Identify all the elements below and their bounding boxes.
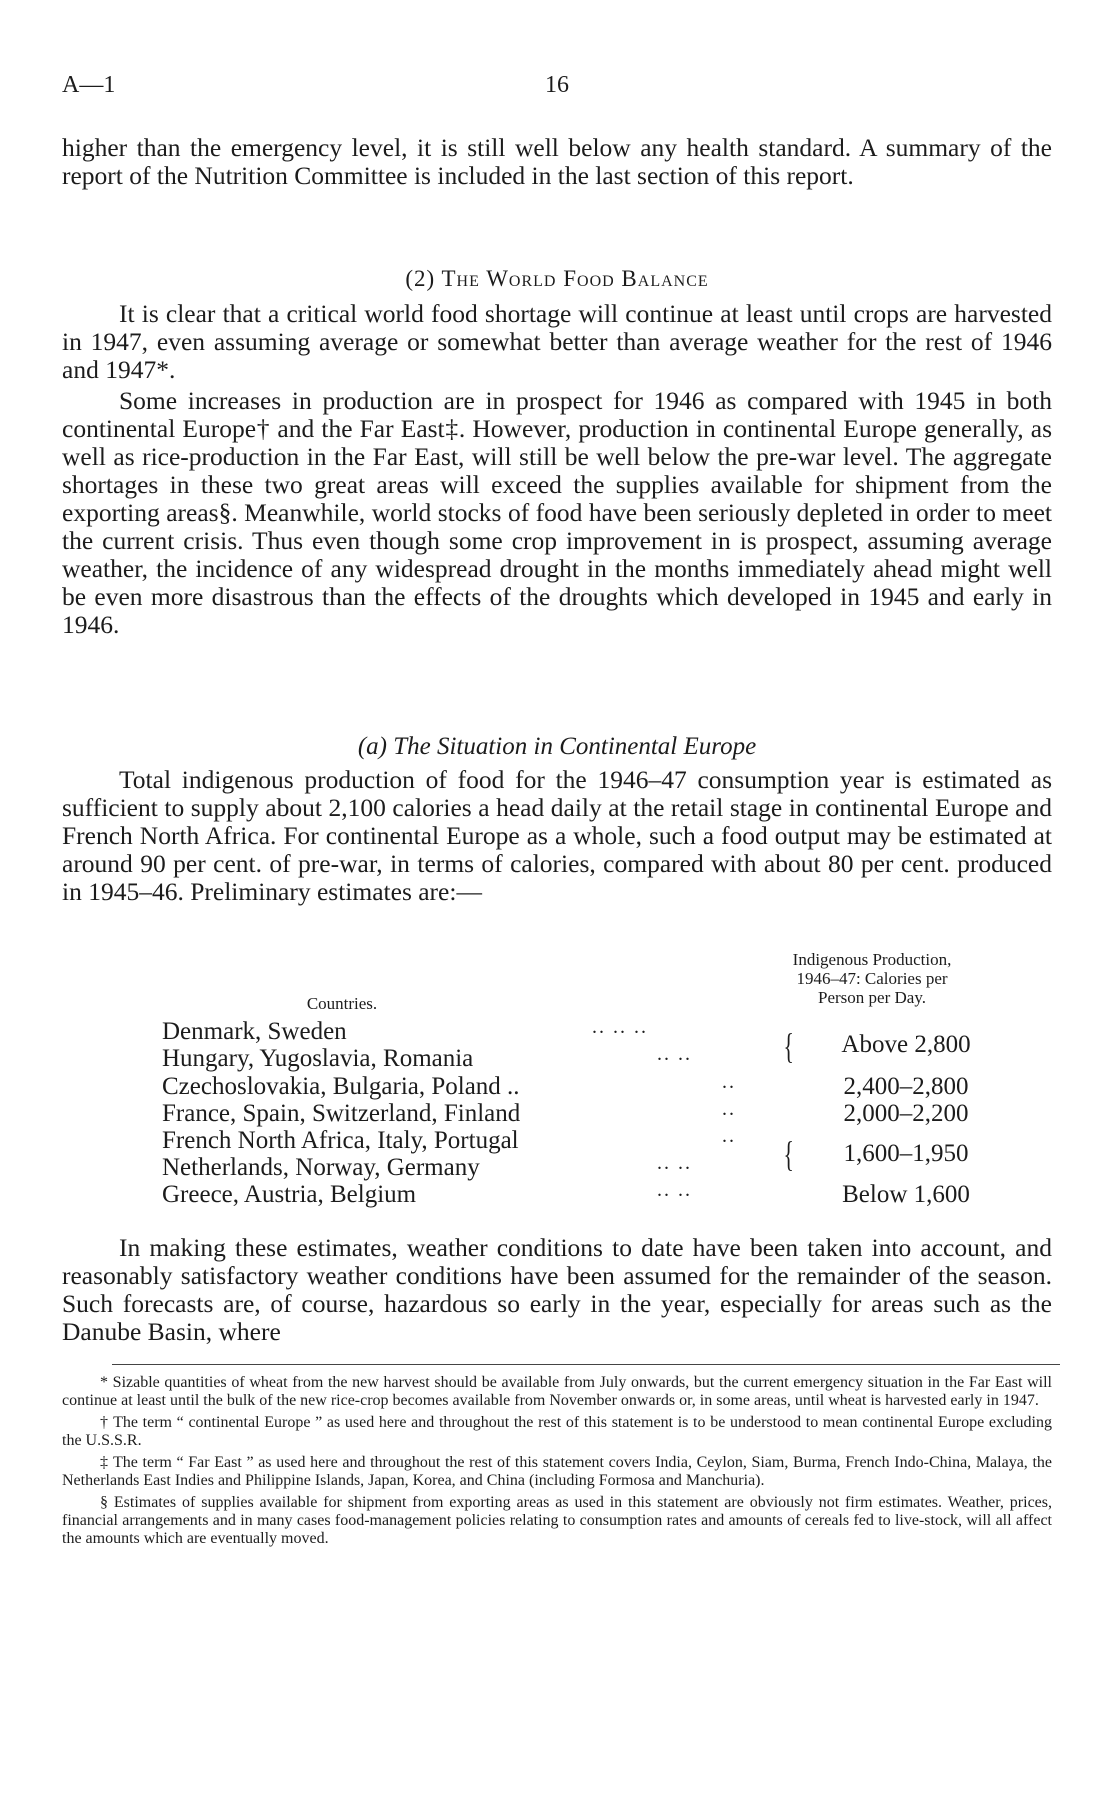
production-value: 2,000–2,200 <box>843 1100 969 1127</box>
page-number: 16 <box>545 72 569 98</box>
country-name: Netherlands, Norway, Germany <box>162 1154 480 1181</box>
column-header-production <box>712 950 1032 1007</box>
leader-dots: .. .. <box>657 1179 692 1201</box>
country-name: French North Africa, Italy, Portugal <box>162 1127 519 1154</box>
column-header-line-1: Indigenous Production, <box>792 950 952 969</box>
value-row <box>162 1073 1022 1100</box>
paragraph-text: higher than the emergency level, it is still well below any health standard. A summary of the report of the Nutrition Committee is included in the last section of this report. <box>62 133 1052 190</box>
production-table <box>62 950 1052 1220</box>
footnote-divider <box>112 1364 1060 1365</box>
section-body <box>62 300 1052 639</box>
value-row <box>162 1100 1022 1127</box>
paragraph-1: It is clear that a critical world food shortage will continue at least until crops are harvested in 1947, even assuming average or somewhat better than average weather for the rest of 1946 and 1947*. <box>62 299 1052 384</box>
footnote-2: † The term “ continental Europe ” as used here and throughout the rest of this statement is to be understood to mean continental Europe excluding the U.S.S.R. <box>62 1414 1052 1449</box>
production-value: 1,600–1,950 <box>843 1140 969 1167</box>
leader-dots: .. <box>722 1098 736 1120</box>
value-row <box>162 1140 1022 1167</box>
production-value: Below 1,600 <box>842 1181 970 1208</box>
footnote-1: * Sizable quantities of wheat from the new harvest should be available from July onwards, but the current emergency situation in the Far East will continue at least until the bulk of the new rice-crop becomes available from November onwards or, in some areas, until wheat is harvested early in 1947. <box>62 1374 1052 1409</box>
column-header-line-3: Person per Day. <box>818 988 926 1007</box>
document-reference: A—1 <box>62 72 116 98</box>
footnote-4: § Estimates of supplies available for shipment from exporting areas as used in this statement are obviously not firm estimates. Weather, prices, financial arrangements and in many cases food-management policies relating to consumption rates and amounts of cereals fed to live-stock, will all affect the amounts which are eventually moved. <box>62 1494 1052 1547</box>
brace-glyph: { <box>783 1026 794 1066</box>
footnotes <box>62 1374 1052 1548</box>
leader-dots: .. .. <box>657 1043 692 1065</box>
intro-paragraph <box>62 134 1052 190</box>
country-name: France, Spain, Switzerland, Finland <box>162 1100 521 1127</box>
closing-paragraph <box>62 1234 1052 1346</box>
subsection-heading: (a) The Situation in Continental Europe <box>357 733 757 760</box>
footnote-3: ‡ The term “ Far East ” as used here and throughout the rest of this statement covers India, Ceylon, Siam, Burma, French Indo-China, Malaya, the Netherlands East Indies and Philippine Islands, Japan, Korea, and China (including Formosa and Manchuria). <box>62 1454 1052 1489</box>
country-name: Denmark, Sweden <box>162 1018 347 1045</box>
page-header <box>62 72 1052 102</box>
leader-dots: .. .. <box>657 1152 692 1174</box>
country-name: Hungary, Yugoslavia, Romania <box>162 1045 474 1072</box>
production-value: Above 2,800 <box>841 1031 971 1058</box>
subsection-body <box>62 766 1052 906</box>
column-header-line-2: 1946–47: Calories per <box>796 969 948 988</box>
section-heading: (2) The World Food Balance <box>405 266 709 291</box>
value-row <box>162 1031 1022 1058</box>
country-name: Greece, Austria, Belgium <box>162 1181 417 1208</box>
value-row <box>162 1181 1022 1208</box>
column-header-countries: Countries. <box>306 994 378 1013</box>
paragraph-2: Some increases in production are in prospect for 1946 as compared with 1945 in both continental Europe† and the Far East‡. However, production in continental Europe generally, as well as rice-production in the Far East, will still be well below the pre-war level. The aggregate shortages in these two great areas will exceed the supplies available for shipment from the exporting areas§. Meanwhile, world stocks of food have been seriously depleted in order to meet the current crisis. Thus even though some crop improvement in is prospect, assuming average weather, the incidence of any widespread drought in the months immediately ahead might well be even more disastrous than the effects of the droughts which developed in 1945 and early in 1946. <box>62 386 1052 639</box>
leader-dots: .. .. .. <box>592 1016 648 1038</box>
leader-dots: .. <box>722 1071 736 1093</box>
leader-dots: .. <box>722 1125 736 1147</box>
country-name: Czechoslovakia, Bulgaria, Poland .. <box>162 1073 520 1100</box>
brace-glyph: { <box>783 1134 794 1174</box>
paragraph-3: Total indigenous production of food for the 1946–47 consumption year is estimated as sufficient to supply about 2,100 calories a head daily at the retail stage in continental Europe and French North Africa. For continental Europe as a whole, such a food output may be estimated at around 90 per cent. of pre-war, in terms of calories, compared with about 80 per cent. produced in 1945–46. Preliminary estimates are:— <box>62 765 1052 906</box>
paragraph-4: In making these estimates, weather conditions to date have been taken into account, and reasonably satisfactory weather conditions have been assumed for the remainder of the season. Such forecasts are, of course, hazardous so early in the year, especially for areas such as the Danube Basin, where <box>62 1233 1052 1346</box>
production-value: 2,400–2,800 <box>843 1073 969 1100</box>
